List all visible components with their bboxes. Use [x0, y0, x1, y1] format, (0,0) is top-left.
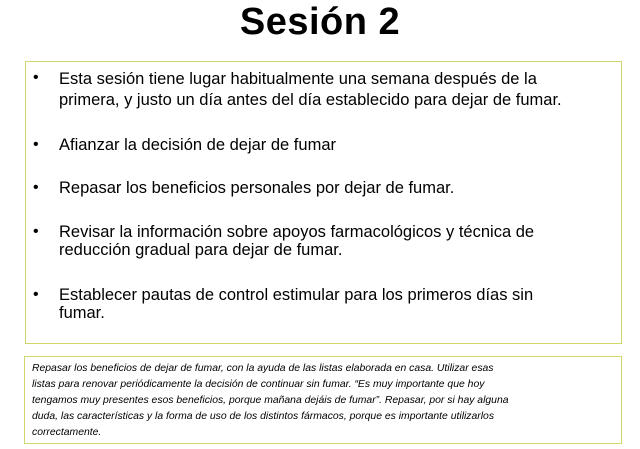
- bullet-text: [59, 69, 619, 111]
- bullet-text-line: fumar.: [59, 304, 105, 322]
- notes-line: Repasar los beneficios de dejar de fumar, con la ayuda de las listas elaborada en casa. Utilizar esas: [32, 363, 494, 374]
- bullet-dot-icon: •: [33, 286, 39, 303]
- notes-line: listas para renovar periódicamente la decisión de continuar sin fumar. “Es muy importante que hoy: [32, 379, 485, 390]
- bullet-text: [59, 179, 619, 197]
- speaker-notes-box: [24, 356, 622, 444]
- notes-line: correctamente.: [32, 427, 102, 438]
- bullet-text-line: primera, y justo un día antes del día establecido para dejar de fumar.: [59, 91, 562, 109]
- bullet-text: [59, 223, 619, 259]
- bullet-text-line: Esta sesión tiene lugar habitualmente una semana después de la: [59, 70, 537, 88]
- bullet-text-line: Afianzar la decisión de dejar de fumar: [59, 136, 336, 154]
- bullet-text: [59, 286, 619, 322]
- slide-title: Sesión 2: [239, 1, 401, 43]
- bullet-text: [59, 136, 619, 154]
- bullet-text-line: Repasar los beneficios personales por dejar de fumar.: [59, 179, 455, 197]
- notes-line: tengamos muy presentes esos beneficios, porque mañana dejáis de fumar”. Repasar, por si hay alguna: [32, 395, 509, 406]
- bullet-text-line: Establecer pautas de control estimular para los primeros días sin: [59, 286, 534, 304]
- bullet-text-line: reducción gradual para dejar de fumar.: [59, 241, 343, 259]
- bullet-list-box: [25, 61, 622, 344]
- bullet-text-line: Revisar la información sobre apoyos farmacológicos y técnica de: [59, 223, 535, 241]
- notes-line: duda, las características y la forma de uso de los distintos fármacos, porque es importante utilizarlos: [32, 411, 495, 422]
- bullet-dot-icon: •: [33, 136, 39, 153]
- bullet-dot-icon: •: [33, 179, 39, 196]
- bullet-dot-icon: •: [33, 223, 39, 240]
- bullet-dot-icon: •: [33, 69, 39, 86]
